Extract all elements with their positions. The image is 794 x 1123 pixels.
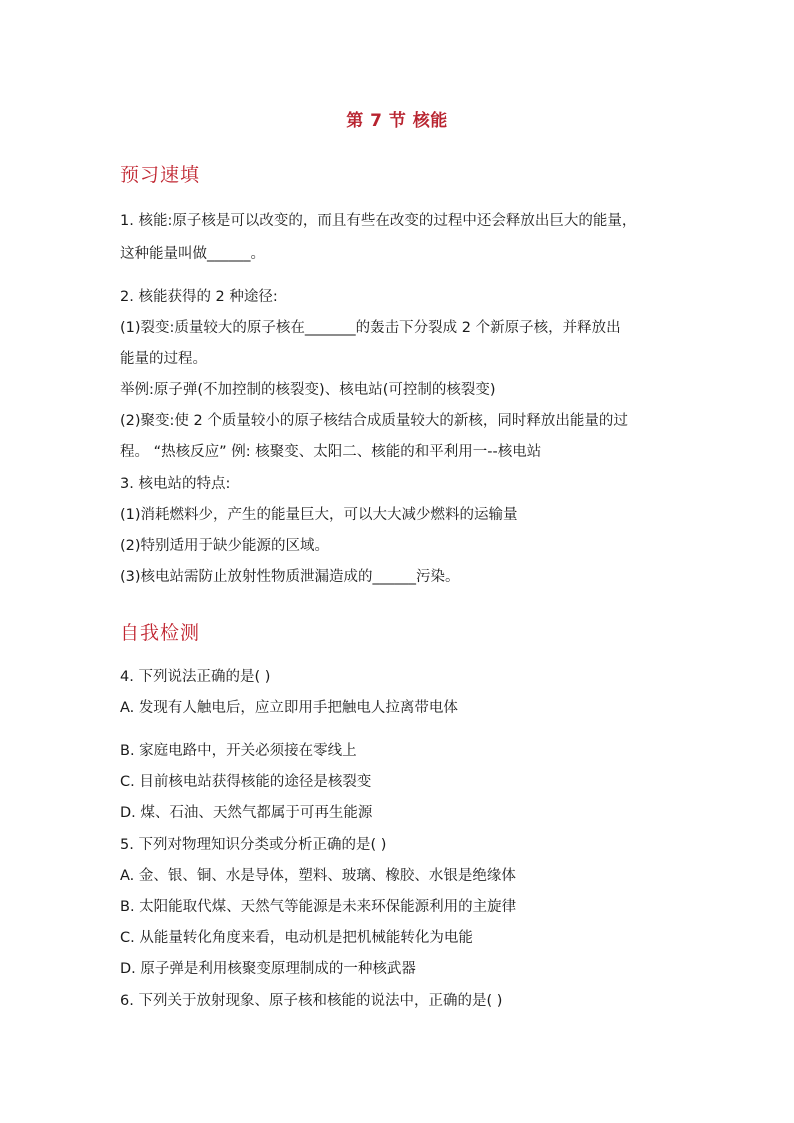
preview-line: (2)聚变:使 2 个质量较小的原子核结合成质量较大的新核，同时释放出能量的过	[120, 413, 628, 429]
preview-line: 1. 核能:原子核是可以改变的，而且有些在改变的过程中还会释放出巨大的能量，	[120, 213, 637, 229]
preview-line: 举例:原子弹(不加控制的核裂变)、核电站(可控制的核裂变)	[120, 382, 496, 398]
question-line: 6. 下列关于放射现象、原子核和核能的说法中，正确的是( )	[120, 993, 503, 1009]
preview-line: 能量的过程。	[120, 351, 207, 367]
preview-line: 3. 核电站的特点:	[120, 476, 231, 492]
page-title: 第 7 节 核能	[346, 111, 448, 131]
question-option: C. 从能量转化角度来看，电动机是把机械能转化为电能	[120, 930, 473, 946]
preview-line: 程。 “热核反应” 例: 核聚变、太阳二、核能的和平利用一--核电站	[120, 444, 542, 460]
question-option: B. 太阳能取代煤、天然气等能源是未来环保能源利用的主旋律	[120, 899, 517, 915]
question-option: A. 发现有人触电后，应立即用手把触电人拉离带电体	[120, 700, 458, 716]
section-heading-self-check: 自我检测	[120, 622, 201, 644]
question-option: D. 原子弹是利用核聚变原理制成的一种核武器	[120, 961, 416, 977]
question-option: B. 家庭电路中，开关必须接在零线上	[120, 743, 357, 759]
preview-line: (1)消耗燃料少，产生的能量巨大，可以大大减少燃料的运输量	[120, 507, 518, 523]
question-option: D. 煤、石油、天然气都属于可再生能源	[120, 805, 373, 821]
section-heading-preview: 预习速填	[120, 164, 201, 186]
preview-line: (3)核电站需防止放射性物质泄漏造成的______污染。	[120, 569, 460, 585]
question-line: 4. 下列说法正确的是( )	[120, 669, 271, 685]
preview-line: 这种能量叫做______。	[120, 246, 265, 262]
question-line: 5. 下列对物理知识分类或分析正确的是( )	[120, 837, 387, 853]
question-option: A. 金、银、铜、水是导体，塑料、玻璃、橡胶、水银是绝缘体	[120, 868, 516, 884]
preview-line: (2)特别适用于缺少能源的区域。	[120, 538, 330, 554]
preview-line: 2. 核能获得的 2 种途径:	[120, 289, 278, 305]
preview-line: (1)裂变:质量较大的原子核在_______的轰击下分裂成 2 个新原子核，并释放出	[120, 320, 621, 336]
question-option: C. 目前核电站获得核能的途径是核裂变	[120, 774, 372, 790]
